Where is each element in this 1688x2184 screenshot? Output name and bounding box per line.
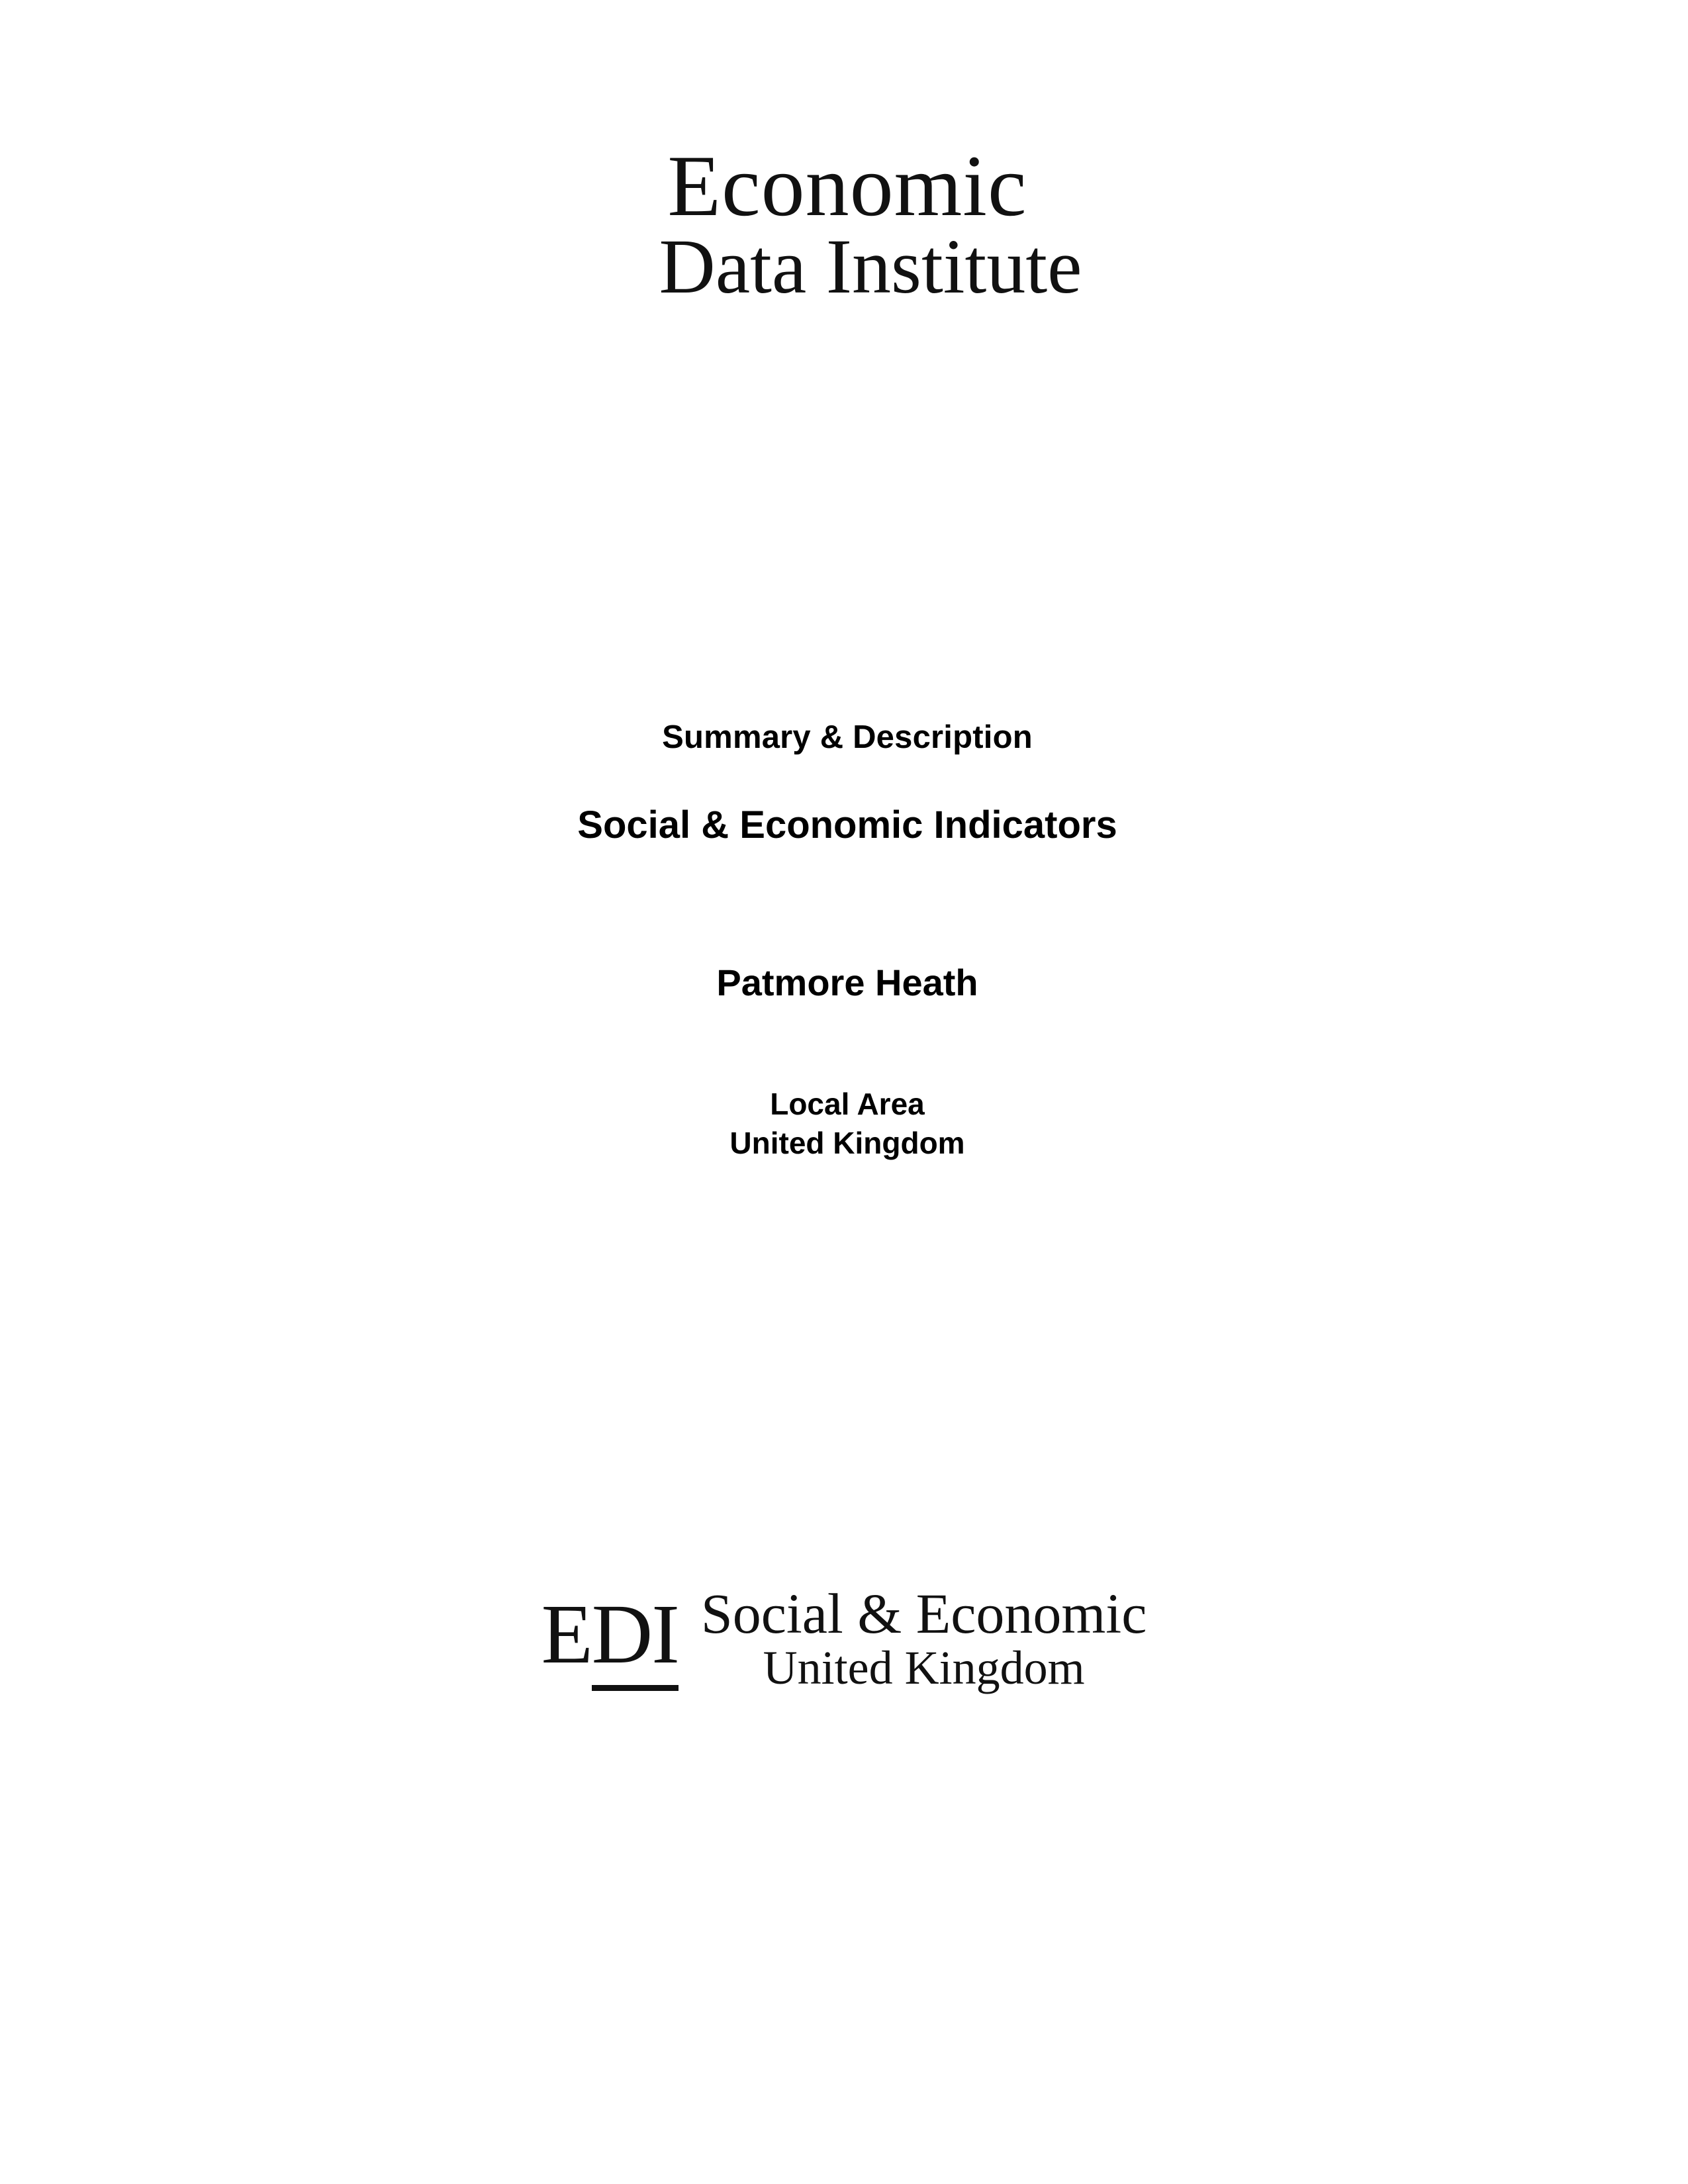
publisher-logo-line2: Data Institute: [659, 223, 1082, 310]
edi-wordmark: [700, 1582, 1147, 1694]
edi-footer-logo: [0, 1582, 1688, 1694]
edi-wordmark-line2: United Kingdom: [763, 1641, 1085, 1694]
edi-wordmark-line1: Social & Economic: [700, 1582, 1147, 1645]
document-kind: Summary & Description: [662, 719, 1033, 755]
document-subject: Social & Economic Indicators: [577, 803, 1117, 846]
document-geography-line1: Local Area: [770, 1086, 925, 1121]
publisher-logo: [0, 137, 1688, 310]
publisher-logo-line1: Economic: [667, 137, 1027, 234]
document-area-name: Patmore Heath: [716, 962, 978, 1004]
title-block: [0, 718, 1688, 1163]
document-geography-line2: United Kingdom: [729, 1126, 965, 1161]
edi-acronym-underlined: DI: [592, 1587, 679, 1691]
edi-acronym-first: E: [541, 1587, 592, 1681]
document-geography: [7, 1085, 1688, 1164]
edi-acronym: [541, 1587, 701, 1681]
